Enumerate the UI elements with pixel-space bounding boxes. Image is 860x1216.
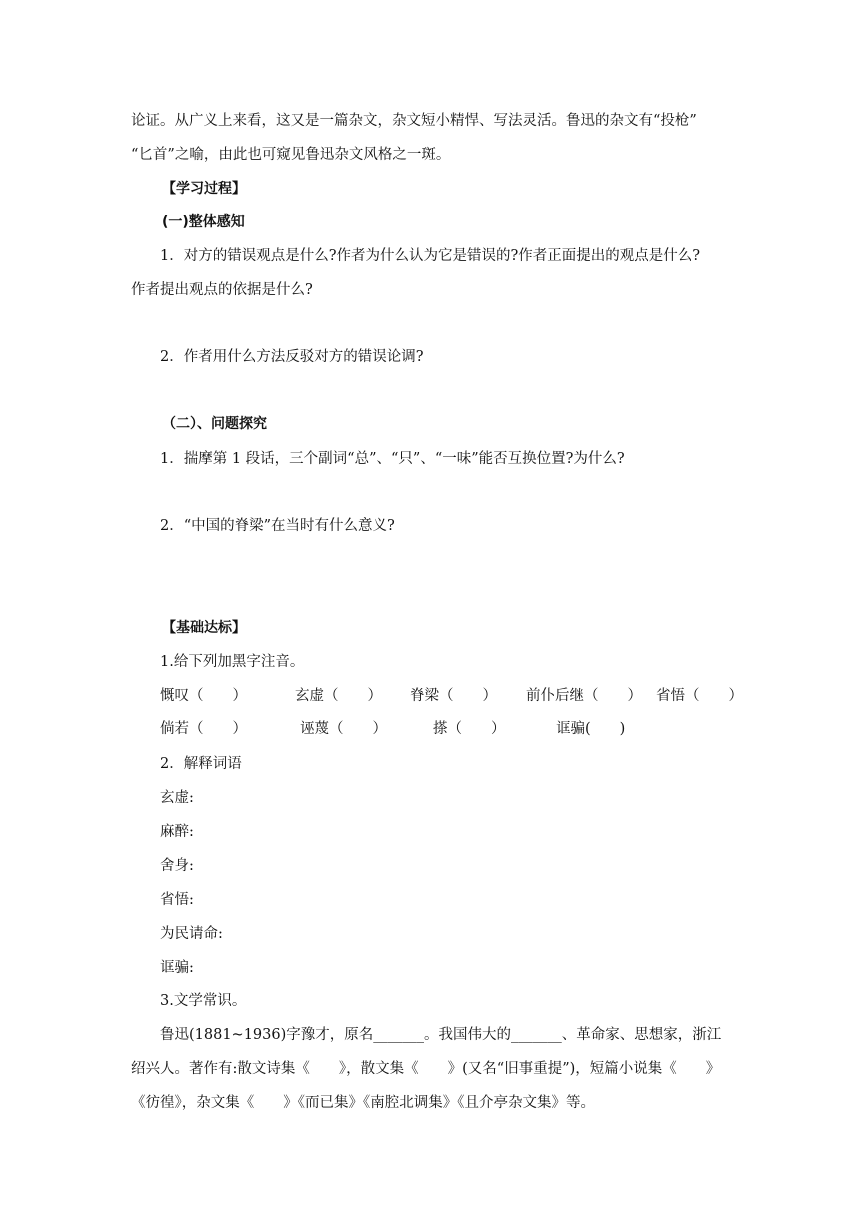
question-3: 1．揣摩第 1 段话，三个副词“总”、“只”、“一味”能否互换位置?为什么? xyxy=(160,451,625,467)
pinyin-item: 慨叹（ ） xyxy=(160,688,247,704)
pinyin-item: 省悟（ ） xyxy=(656,688,743,704)
task-2-label: 2．解释词语 xyxy=(160,756,242,772)
task-1-label: 1.给下列加黑字注音。 xyxy=(160,654,305,670)
pinyin-item: 倘若（ ） xyxy=(160,721,247,737)
pinyin-row-1 xyxy=(0,686,860,706)
question-4: 2．“中国的脊梁”在当时有什么意义? xyxy=(160,518,395,534)
term-item: 玄虚: xyxy=(160,790,194,806)
pinyin-item: 前仆后继（ ） xyxy=(526,688,642,704)
pinyin-row-2 xyxy=(0,719,860,739)
term-item: 省悟: xyxy=(160,892,194,908)
question-1-line-2: 作者提出观点的依据是什么? xyxy=(131,282,313,298)
task-3-label: 3.文学常识。 xyxy=(160,993,247,1009)
pinyin-item: 脊梁（ ） xyxy=(410,688,497,704)
literature-line-1: 鲁迅(1881~1936)字豫才，原名_______。我国伟大的_______、革命家、思想家，浙江 xyxy=(160,1027,722,1043)
literature-line-3: 《彷徨》，杂文集《 》《而已集》《南腔北调集》《且介亭杂文集》等。 xyxy=(131,1095,595,1111)
pinyin-item: 诓骗( ) xyxy=(556,721,626,737)
section-heading-process: 【学习过程】 xyxy=(162,181,246,197)
literature-line-2: 绍兴人。著作有:散文诗集《 》，散文集《 》(又名“旧事重提”)，短篇小说集《 》 xyxy=(131,1061,721,1077)
intro-line-1: 论证。从广义上来看，这又是一篇杂文，杂文短小精悍、写法灵活。鲁迅的杂文有“投枪” xyxy=(131,113,697,129)
question-1-line-1: 1．对方的错误观点是什么?作者为什么认为它是错误的?作者正面提出的观点是什么? xyxy=(160,248,701,264)
term-item: 舍身: xyxy=(160,858,194,874)
pinyin-item: 诬蔑（ ） xyxy=(300,721,387,737)
subheading-overall: (一)整体感知 xyxy=(162,214,245,230)
term-item: 为民请命: xyxy=(160,926,223,942)
pinyin-item: 玄虚（ ） xyxy=(295,688,382,704)
term-item: 诓骗: xyxy=(160,960,194,976)
question-2: 2．作者用什么方法反驳对方的错误论调? xyxy=(160,349,424,365)
term-item: 麻醉: xyxy=(160,824,194,840)
subheading-explore: （二）、问题探究 xyxy=(162,416,267,432)
pinyin-item: 搽（ ） xyxy=(433,721,506,737)
section-heading-basics: 【基础达标】 xyxy=(162,620,246,636)
intro-line-2: “匕首”之喻，由此也可窥见鲁迅杂文风格之一斑。 xyxy=(131,147,451,163)
